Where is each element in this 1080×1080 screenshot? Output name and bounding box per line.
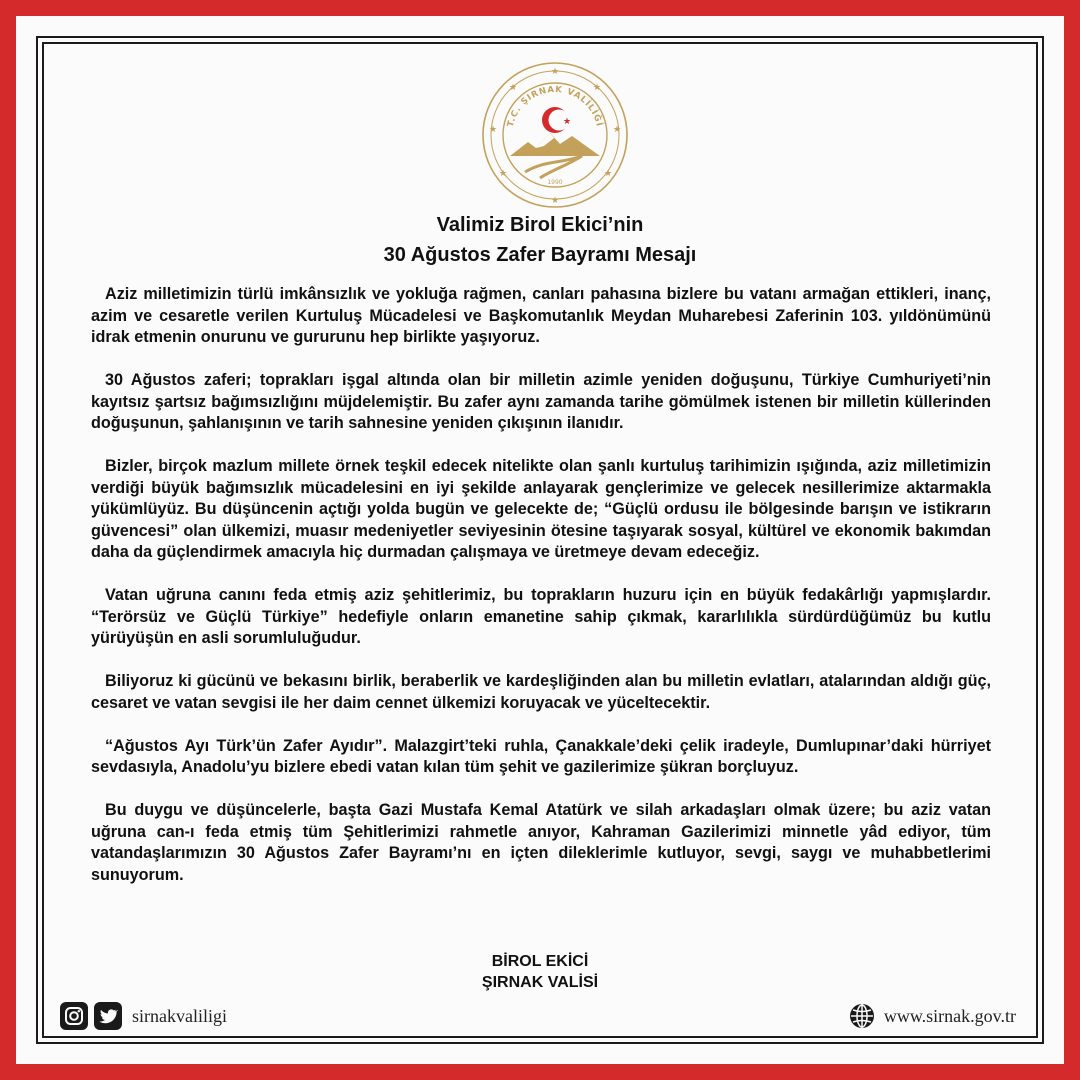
message-paragraph: “Ağustos Ayı Türk’ün Zafer Ayıdır”. Malazgirt’teki ruhla, Çanakkale’deki çelik iradeyle, Dumlupınar’daki hürriyet sevdasıyla, Anadolu’yu bizlere ebedi vatan kılan tüm şehit ve gazilerimize şükran borçluyuz. bbox=[91, 736, 991, 776]
seal-year: 1990 bbox=[547, 179, 563, 186]
signature-role: ŞIRNAK VALİSİ bbox=[481, 974, 599, 991]
website-url[interactable]: www.sirnak.gov.tr bbox=[883, 1005, 1016, 1026]
website-link[interactable] bbox=[848, 1001, 1016, 1031]
svg-text:★: ★ bbox=[592, 83, 602, 93]
social-handle[interactable]: sirnakvaliligi bbox=[132, 1005, 227, 1026]
title-line-1: Valimiz Birol Ekici’nin bbox=[436, 214, 644, 236]
svg-text:★: ★ bbox=[508, 83, 518, 93]
message-paragraph: Biliyoruz ki gücünü ve bekasını birlik, beraberlik ve kardeşliğinden alan bu milletin evlatları, atalarından aldığı güç, cesaret ve vatan sevgisi ile her daim cennet ülkemizi koruyacak ve yüceltecektir. bbox=[91, 672, 991, 712]
globe-icon bbox=[848, 1002, 876, 1030]
signature-name: BİROL EKİCİ bbox=[491, 953, 589, 970]
poster-frame bbox=[16, 16, 1064, 1064]
svg-text:★: ★ bbox=[488, 125, 498, 135]
svg-text:★: ★ bbox=[498, 169, 508, 179]
svg-text:★: ★ bbox=[550, 67, 560, 77]
twitter-icon[interactable] bbox=[94, 1002, 122, 1030]
governorship-seal-logo bbox=[480, 60, 630, 210]
title-line-2: 30 Ağustos Zafer Bayramı Mesajı bbox=[383, 244, 697, 266]
svg-text:★: ★ bbox=[550, 196, 560, 206]
message-paragraph: Vatan uğruna canını feda etmiş aziz şehitlerimiz, bu toprakların huzuru için en büyük fedakârlığı yapmışlardır. “Terörsüz ve Güçlü Türkiye” hedefiyle onların emanetine sahip çıkmak, kararlılıkla sürdürdüğümüz bu kutlu yürüyüşün en asli sorumluluğudur. bbox=[91, 586, 991, 647]
seal-ring-text: T.C. ŞIRNAK VALİLİĞİ bbox=[505, 84, 605, 129]
message-paragraph: Bizler, birçok mazlum millete örnek teşkil edecek nitelikte olan şanlı kurtuluş tarihimizin ışığında, aziz milletimizin verdiği büyük bağımsızlık mücadelesini en iyi şekilde anlayarak gençlerimize ve gelecek nesillerimize aktarmakla yükümlüyüz. Bu düşüncenin açtığı yolda bugün ve gelecekte de; “Güçlü ordusu ile bölgesinde barışın ve istikrarın güvencesi” olan ülkemizi, muasır medeniyetler seviyesinin ötesine taşıyarak sosyal, kültürel ve ekonomik bakımdan daha da güçlendirmek amacıyla hiç durmadan çalışmaya ve üretmeye devam edeceğiz. bbox=[91, 457, 991, 561]
message-paragraph: 30 Ağustos zaferi; toprakları işgal altında olan bir milletin azimle yeniden doğuşunu, Türkiye Cumhuriyeti’nin kayıtsız şartsız bağımsızlığını müjdelemiştir. Bu zafer aynı zamanda tarihe gömülmek istenen bir milletin küllerinden doğuşunun, şahlanışının ve tarih sahnesine yeniden çıkışının ilanıdır. bbox=[91, 371, 991, 432]
message-paragraph: Aziz milletimizin türlü imkânsızlık ve yokluğa rağmen, canları pahasına bizlere bu vatanı armağan ettikleri, inanç, azim ve cesaretle verilen Kurtuluş Mücadelesi ve Başkomutanlık Meydan Muharebesi Zaferinin 103. yıldönümünü idrak etmenin onurunu ve gururunu hep birlikte yaşıyoruz. bbox=[91, 285, 991, 346]
svg-text:★: ★ bbox=[603, 169, 613, 179]
instagram-icon[interactable] bbox=[60, 1002, 88, 1030]
social-links bbox=[60, 1001, 227, 1031]
message-paragraph: Bu duygu ve düşüncelerle, başta Gazi Mustafa Kemal Atatürk ve silah arkadaşları olmak üzere; bu aziz vatan uğruna can-ı feda etmiş tüm Şehitlerimizi rahmetle anıyor, Kahraman Gazilerimizi minnetle yâd ediyor, tüm vatandaşlarımızın 30 Ağustos Zafer Bayramı’nı en içten dileklerimle kutluyor, sevgi, saygı ve muhabbetlerimi sunuyorum. bbox=[91, 801, 991, 884]
svg-text:★: ★ bbox=[563, 117, 572, 127]
message-body bbox=[91, 284, 991, 908]
svg-text:★: ★ bbox=[612, 125, 622, 135]
